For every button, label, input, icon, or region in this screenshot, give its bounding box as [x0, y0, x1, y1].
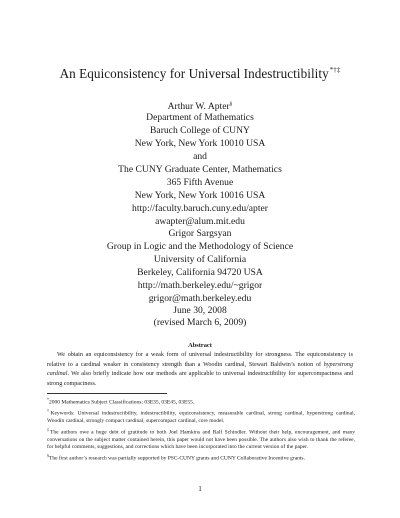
footnote — [47, 452, 355, 463]
author-block-1 — [0, 98, 400, 228]
affiliation-line: Group in Logic and the Methodology of Science — [106, 241, 294, 252]
footnote-text: Keywords: Universal indestructibility, indestructibility, equiconsistency, measurable cardinal, strong cardinal, hyperstrong cardinal, Woodin cardinal, strongly compact cardinal, supercompact cardinal, core model. — [47, 410, 356, 425]
paper-date: June 30, 2008 — [173, 305, 227, 316]
affiliation-line: New York, New York 10010 USA — [134, 138, 266, 149]
title-footnote-marks: *†‡ — [329, 66, 341, 74]
abstract-text-part1: We obtain an equiconsistency for a weak form of universal indestructibility for strongness. The equiconsistency is relative to a cardinal weaker in consistency strength than a Woodin cardinal, Stewart Baldwin’s notion of — [47, 352, 353, 368]
title-text: An Equiconsistency for Universal Indestructibility — [59, 66, 329, 81]
page-number: 1 — [198, 485, 202, 493]
affiliation-line: Berkeley, California 94720 USA — [137, 267, 263, 278]
footnote — [47, 426, 355, 452]
footnote-mark: † — [47, 408, 51, 414]
footnote-mark: § — [47, 453, 49, 459]
paper-title — [0, 66, 400, 82]
footnote-text: The authors owe a huge debt of gratitude to both Joel Hamkins and Ralf Schindler. Without their help, encouragement, and many conversations on the subject matter contained herein, this paper would not have been possible. The authors also wish to thank the referee, for helpful comments, suggestions, and corrections which have been incorporated into the current version of the paper. — [47, 429, 356, 451]
author-block-2 — [0, 227, 400, 305]
paper-revised-date: (revised March 6, 2009) — [153, 317, 247, 328]
abstract-text — [47, 351, 353, 389]
author-name: Grigor Sargsyan — [168, 228, 232, 239]
affiliation-line: New York, New York 10016 USA — [134, 190, 266, 201]
date-block — [0, 305, 400, 329]
footnote-mark: ‡ — [47, 426, 51, 432]
footnote-text: 2000 Mathematics Subject Classifications: 03E35, 03E45, 03E55. — [49, 399, 195, 406]
author-name-text: Arthur W. Apter — [167, 101, 230, 112]
footnote — [47, 407, 355, 426]
abstract-heading: Abstract — [188, 342, 212, 349]
abstract-text-part2: . We also briefly indicate how our methods are applicable to universal indestructibility for supercompactness and strong compactness. — [47, 371, 353, 387]
affiliation-line: The CUNY Graduate Center, Mathematics — [118, 164, 282, 175]
footnote — [47, 396, 355, 407]
affiliation-line: 365 Fifth Avenue — [166, 177, 234, 188]
footnote-text: The first author’s research was partially supported by PSC-CUNY grants and CUNY Collaborative Incentive grants. — [49, 455, 305, 462]
affiliation-line: Baruch College of CUNY — [150, 125, 250, 136]
author-footnote-mark: § — [229, 101, 233, 107]
author-email: awapter@alum.mit.edu — [155, 216, 245, 227]
footnotes — [47, 396, 355, 463]
footnote-mark: * — [47, 397, 49, 402]
affiliation-line: Department of Mathematics — [146, 112, 254, 123]
author-url: http://math.berkeley.edu/~grigor — [137, 280, 263, 291]
footnote-divider — [47, 393, 167, 394]
author-name — [0, 98, 400, 111]
affiliation-line: University of California — [153, 254, 247, 265]
author-url: http://faculty.baruch.cuny.edu/apter — [132, 203, 268, 214]
abstract-emphasis: hyperstrong cardinal — [47, 361, 353, 378]
author-email: grigor@math.berkeley.edu — [148, 293, 252, 304]
affiliation-line: and — [193, 151, 207, 162]
